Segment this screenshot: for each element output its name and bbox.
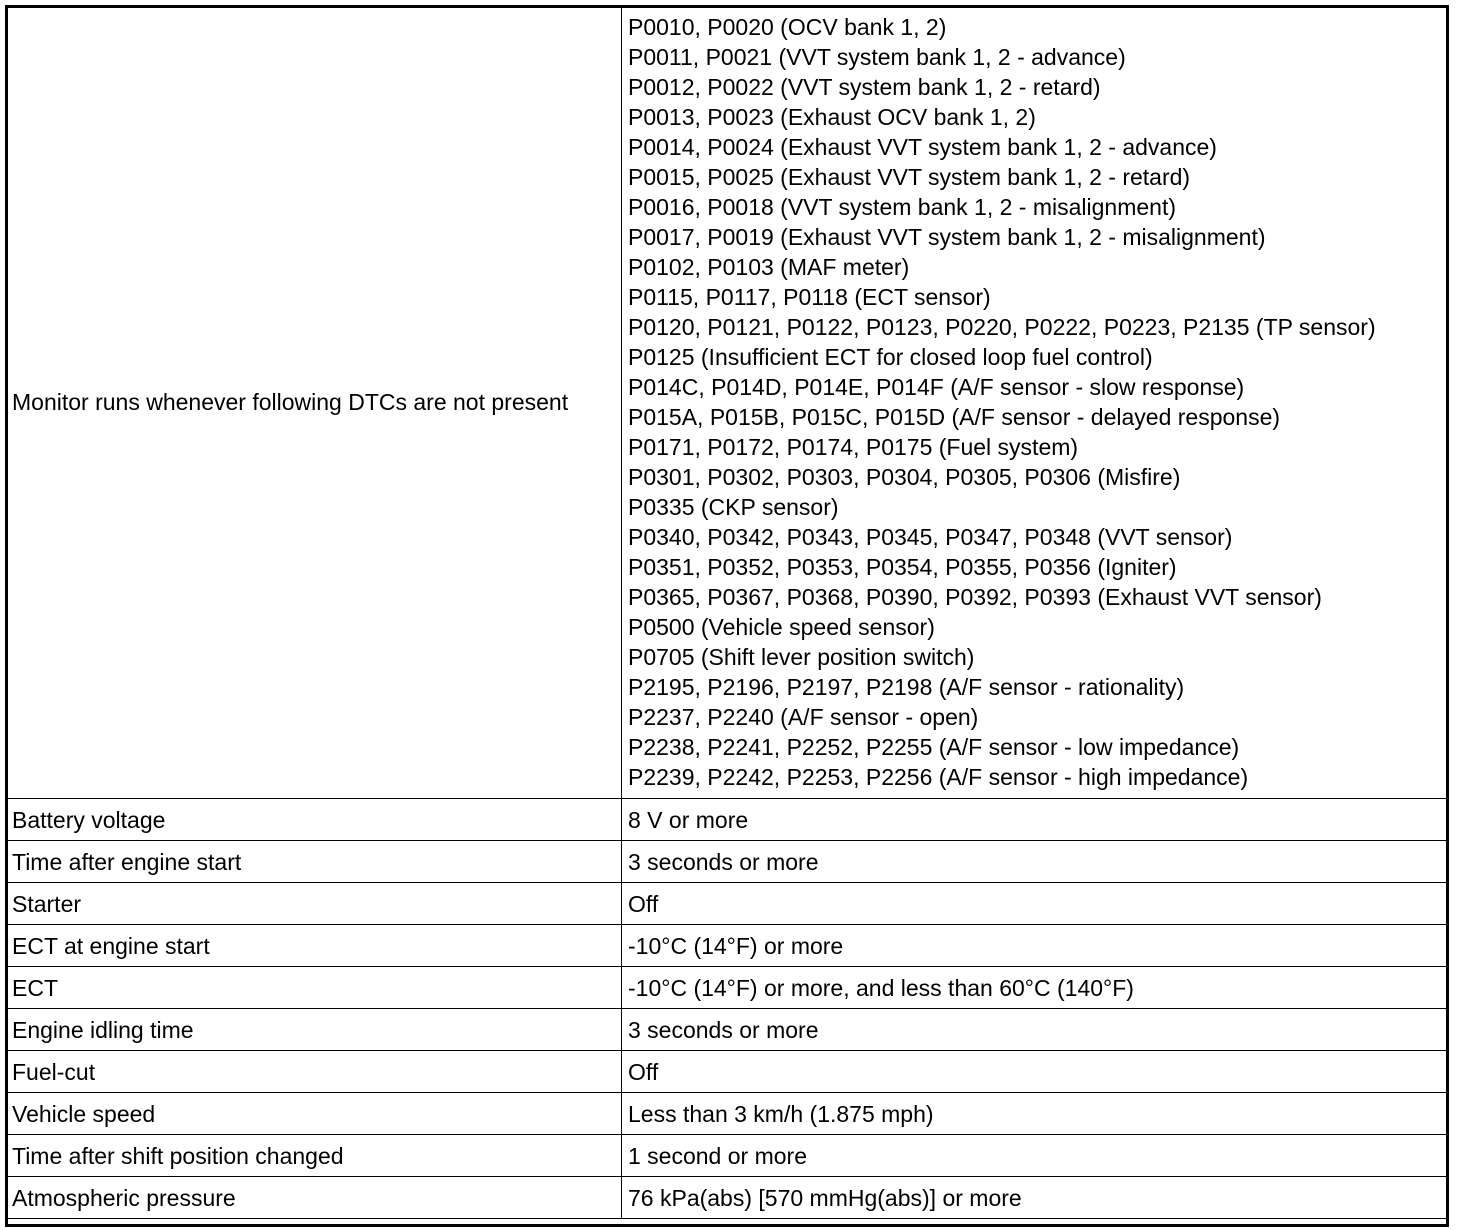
dtc-line: P014C, P014D, P014E, P014F (A/F sensor - slow response) (628, 374, 1245, 400)
dtc-line: P0365, P0367, P0368, P0390, P0392, P0393 (Exhaust VVT sensor) (628, 584, 1322, 610)
table-row (6, 841, 1448, 883)
dtc-line: P0125 (Insufficient ECT for closed loop fuel control) (628, 344, 1153, 370)
row-value-ect: -10°C (14°F) or more, and less than 60°C (140°F) (622, 967, 1448, 1009)
dtc-line: P0016, P0018 (VVT system bank 1, 2 - misalignment) (628, 194, 1177, 220)
row-value-fuel-cut: Off (622, 1051, 1448, 1093)
row-value-shift-time: 1 second or more (622, 1135, 1448, 1177)
dtc-line: P0015, P0025 (Exhaust VVT system bank 1, 2 - retard) (628, 164, 1191, 190)
dtc-line: P0340, P0342, P0343, P0345, P0347, P0348 (VVT sensor) (628, 524, 1233, 550)
dtc-line: P015A, P015B, P015C, P015D (A/F sensor - delayed response) (628, 404, 1281, 430)
row-label-ect-at-start: ECT at engine start (6, 925, 622, 967)
row-label-vehicle-speed: Vehicle speed (6, 1093, 622, 1135)
row-label-idling-time: Engine idling time (6, 1009, 622, 1051)
dtc-line: P2239, P2242, P2253, P2256 (A/F sensor - high impedance) (628, 764, 1249, 790)
table-row (6, 1009, 1448, 1051)
dtc-line: P0171, P0172, P0174, P0175 (Fuel system) (628, 434, 1079, 460)
dtc-line: P2237, P2240 (A/F sensor - open) (628, 704, 979, 730)
table-row (6, 1177, 1448, 1219)
dtc-line: P0351, P0352, P0353, P0354, P0355, P0356 (Igniter) (628, 554, 1177, 580)
dtc-line: P0500 (Vehicle speed sensor) (628, 614, 935, 640)
row-value-battery: 8 V or more (622, 799, 1448, 841)
dtc-line: P0010, P0020 (OCV bank 1, 2) (628, 14, 947, 40)
row-value-vehicle-speed: Less than 3 km/h (1.875 mph) (622, 1093, 1448, 1135)
row-value-atm-pressure: 76 kPa(abs) [570 mmHg(abs)] or more (622, 1177, 1448, 1219)
row-label-starter: Starter (6, 883, 622, 925)
row-label-atm-pressure: Atmospheric pressure (6, 1177, 622, 1219)
table-row (6, 925, 1448, 967)
row-label-shift-time: Time after shift position changed (6, 1135, 622, 1177)
row-label-time-after-start: Time after engine start (6, 841, 622, 883)
row-label-ect: ECT (6, 967, 622, 1009)
dtc-line: P0301, P0302, P0303, P0304, P0305, P0306 (Misfire) (628, 464, 1181, 490)
row-value-time-after-start: 3 seconds or more (622, 841, 1448, 883)
row-label-fuel-cut: Fuel-cut (6, 1051, 622, 1093)
conditions-table (5, 5, 1448, 1219)
dtc-line: P0120, P0121, P0122, P0123, P0220, P0222, P0223, P2135 (TP sensor) (628, 314, 1376, 340)
dtc-line: P0335 (CKP sensor) (628, 494, 839, 520)
dtc-line: P0115, P0117, P0118 (ECT sensor) (628, 284, 991, 310)
dtc-line: P2195, P2196, P2197, P2198 (A/F sensor - rationality) (628, 674, 1185, 700)
table-row (6, 1093, 1448, 1135)
table-row (6, 1051, 1448, 1093)
table-row (6, 967, 1448, 1009)
dtc-list (622, 6, 1448, 799)
dtc-line: P0102, P0103 (MAF meter) (628, 254, 910, 280)
dtc-line: P0012, P0022 (VVT system bank 1, 2 - retard) (628, 74, 1101, 100)
table-row (6, 799, 1448, 841)
dtc-line: P0013, P0023 (Exhaust OCV bank 1, 2) (628, 104, 1036, 130)
row-label-battery: Battery voltage (6, 799, 622, 841)
dtc-line: P0011, P0021 (VVT system bank 1, 2 - advance) (628, 44, 1126, 70)
table-row (6, 883, 1448, 925)
row-label-monitor: Monitor runs whenever following DTCs are not present (6, 6, 622, 799)
row-value-ect-at-start: -10°C (14°F) or more (622, 925, 1448, 967)
dtc-line: P0017, P0019 (Exhaust VVT system bank 1, 2 - misalignment) (628, 224, 1266, 250)
dtc-line: P0705 (Shift lever position switch) (628, 644, 975, 670)
table-row (6, 1135, 1448, 1177)
dtc-line: P2238, P2241, P2252, P2255 (A/F sensor - low impedance) (628, 734, 1240, 760)
row-value-starter: Off (622, 883, 1448, 925)
dtc-line: P0014, P0024 (Exhaust VVT system bank 1, 2 - advance) (628, 134, 1217, 160)
table-row (6, 6, 1448, 799)
row-value-idling-time: 3 seconds or more (622, 1009, 1448, 1051)
